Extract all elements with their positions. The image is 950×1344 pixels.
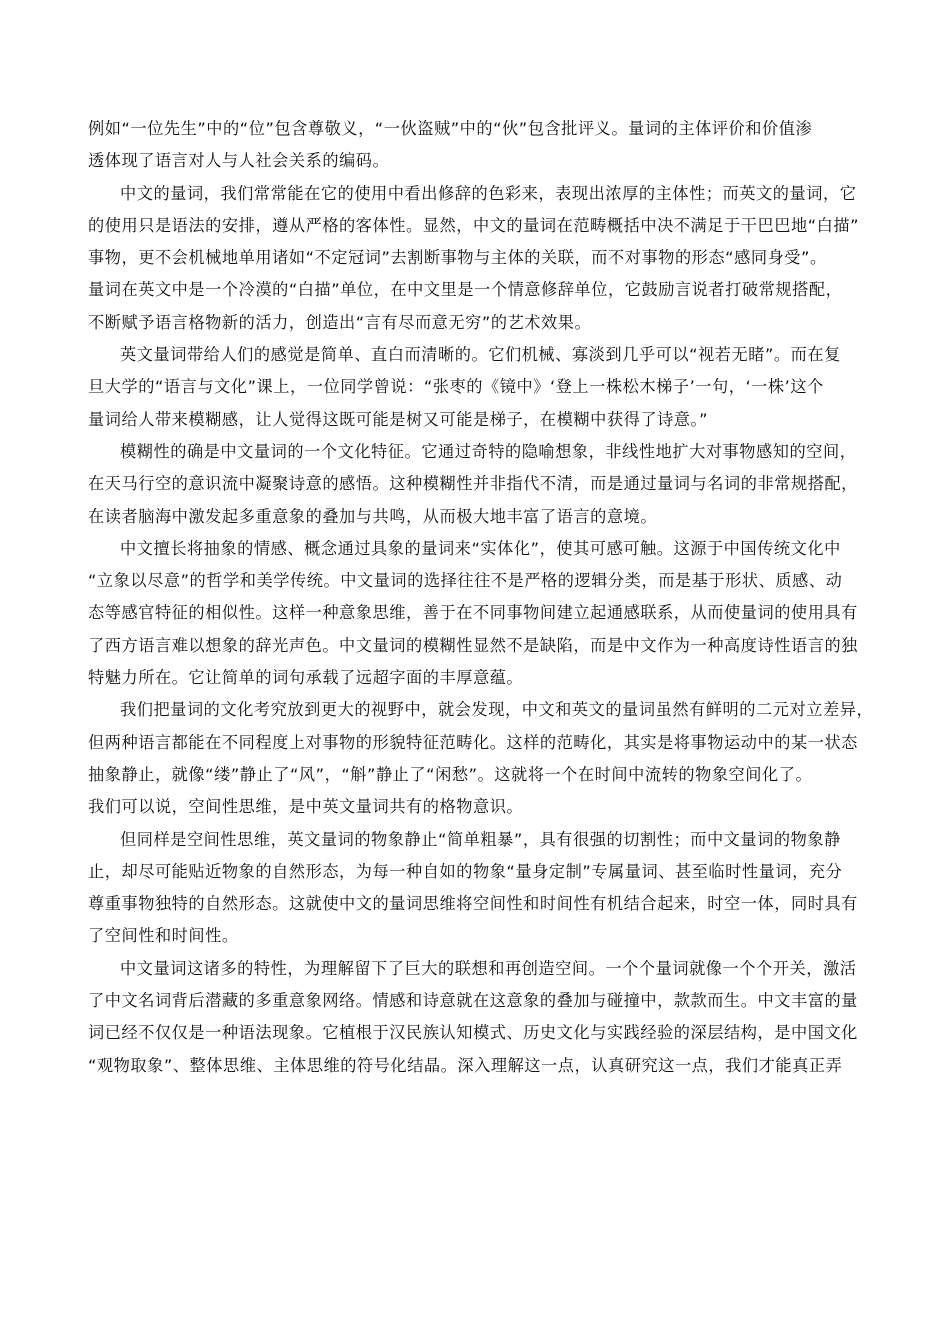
text-line: 在读者脑海中激发起多重意象的叠加与共鸣，从而极大地丰富了语言的意境。 <box>88 506 658 526</box>
text-line: 的使用只是语法的安排，遵从严格的客体性。显然，中文的量词在范畴概括中决不满足于干巴巴地“白描” <box>88 215 860 235</box>
paragraph-3 <box>88 339 878 436</box>
paragraph-5 <box>88 533 878 694</box>
text-line: 我们可以说，空间性思维，是中英文量词共有的格物意识。 <box>88 797 524 817</box>
text-line: 旦大学的“语言与文化”课上，一位同学曾说：“张枣的《镜中》‘登上一株松木梯子’一句，‘一株’这个 <box>88 377 824 397</box>
document-page <box>88 113 878 1082</box>
paragraph-8 <box>88 953 878 1082</box>
text-line: 量词在英文中是一个冷漠的“白描”单位，在中文里是一个情意修辞单位，它鼓励言说者打破常规搭配， <box>88 280 843 300</box>
text-line: 例如“一位先生”中的“位”包含尊敬义，“一伙盗贼”中的“伙”包含批评义。量词的主体评价和价值渗 <box>88 119 813 138</box>
text-line: “观物取象”、整体思维、主体思维的符号化结晶。深入理解这一点，认真研究这一点，我们才能真正弄 <box>88 1055 843 1075</box>
text-line: 在天马行空的意识流中凝聚诗意的感悟。这种模糊性并非指代不清，而是通过量词与名词的非常规搭配， <box>88 474 858 494</box>
text-line: 止，却尽可能贴近物象的自然形态，为每一种自如的物象“量身定制”专属量词、甚至临时性量词，充分 <box>88 861 843 881</box>
text-line: 我们把量词的文化考究放到更大的视野中，就会发现，中文和英文的量词虽然有鲜明的二元对立差异， <box>120 700 874 720</box>
paragraph-6 <box>88 694 878 823</box>
text-line: 但同样是空间性思维，英文量词的物象静止“简单粗暴”，具有很强的切割性；而中文量词的物象静 <box>120 829 841 849</box>
text-line: 态等感官特征的相似性。这样一种意象思维，善于在不同事物间建立起通感联系，从而使量词的使用具有 <box>88 603 858 623</box>
text-line: 词已经不仅仅是一种语法现象。它植根于汉民族认知模式、历史文化与实践经验的深层结构，是中国文化 <box>88 1023 858 1043</box>
paragraph-1 <box>88 113 878 178</box>
text-line: 中文擅长将抽象的情感、概念通过具象的量词来“实体化”，使其可感可触。这源于中国传统文化中 <box>120 538 841 558</box>
text-line: 模糊性的确是中文量词的一个文化特征。它通过奇特的隐喻想象，非线性地扩大对事物感知的空间， <box>120 441 857 461</box>
paragraph-7 <box>88 824 878 953</box>
text-line: 尊重事物独特的自然形态。这就使中文的量词思维将空间性和时间性有机结合起来，时空一体，同时具有 <box>88 894 858 914</box>
text-line: 了西方语言难以想象的辞光声色。中文量词的模糊性显然不是缺陷，而是中文作为一种高度诗性语言的独 <box>88 635 858 655</box>
text-line: 中文量词这诸多的特性，为理解留下了巨大的联想和再创造空间。一个个量词就像一个个开关，激活 <box>120 958 857 978</box>
text-line: “立象以尽意”的哲学和美学传统。中文量词的选择往往不是严格的逻辑分类，而是基于形状、质感、动 <box>88 571 843 591</box>
text-line: 透体现了语言对人与人社会关系的编码。 <box>88 151 390 171</box>
paragraph-2 <box>88 178 878 339</box>
text-line: 抽象静止，就像“缕”静止了“风”，“斛”静止了“闲愁”。这就将一个在时间中流转的物象空间化了。 <box>88 764 813 784</box>
text-line: 中文的量词，我们常常能在它的使用中看出修辞的色彩来，表现出浓厚的主体性；而英文的量词，它 <box>120 183 857 203</box>
text-line: 但两种语言都能在不同程度上对事物的形貌特征范畴化。这样的范畴化，其实是将事物运动中的某一状态 <box>88 732 858 752</box>
text-line: 了中文名词背后潜藏的多重意象网络。情感和诗意就在这意象的叠加与碰撞中，款款而生。中文丰富的量 <box>88 991 858 1011</box>
paragraph-4 <box>88 436 878 533</box>
text-line: 特魅力所在。它让简单的词句承载了远超字面的丰厚意蕴。 <box>88 668 524 688</box>
text-line: 量词给人带来模糊感，让人觉得这既可能是树又可能是梯子，在模糊中获得了诗意。” <box>88 409 709 429</box>
text-line: 事物，更不会机械地单用诸如“不定冠词”去割断事物与主体的关联，而不对事物的形态“感同身受”。 <box>88 248 827 268</box>
text-line: 了空间性和时间性。 <box>88 926 239 946</box>
text-line: 不断赋予语言格物新的活力，创造出“言有尽而意无穷”的艺术效果。 <box>88 312 592 332</box>
text-line: 英文量词带给人们的感觉是简单、直白而清晰的。它们机械、寡淡到几乎可以“视若无睹”。而在复 <box>120 345 841 365</box>
